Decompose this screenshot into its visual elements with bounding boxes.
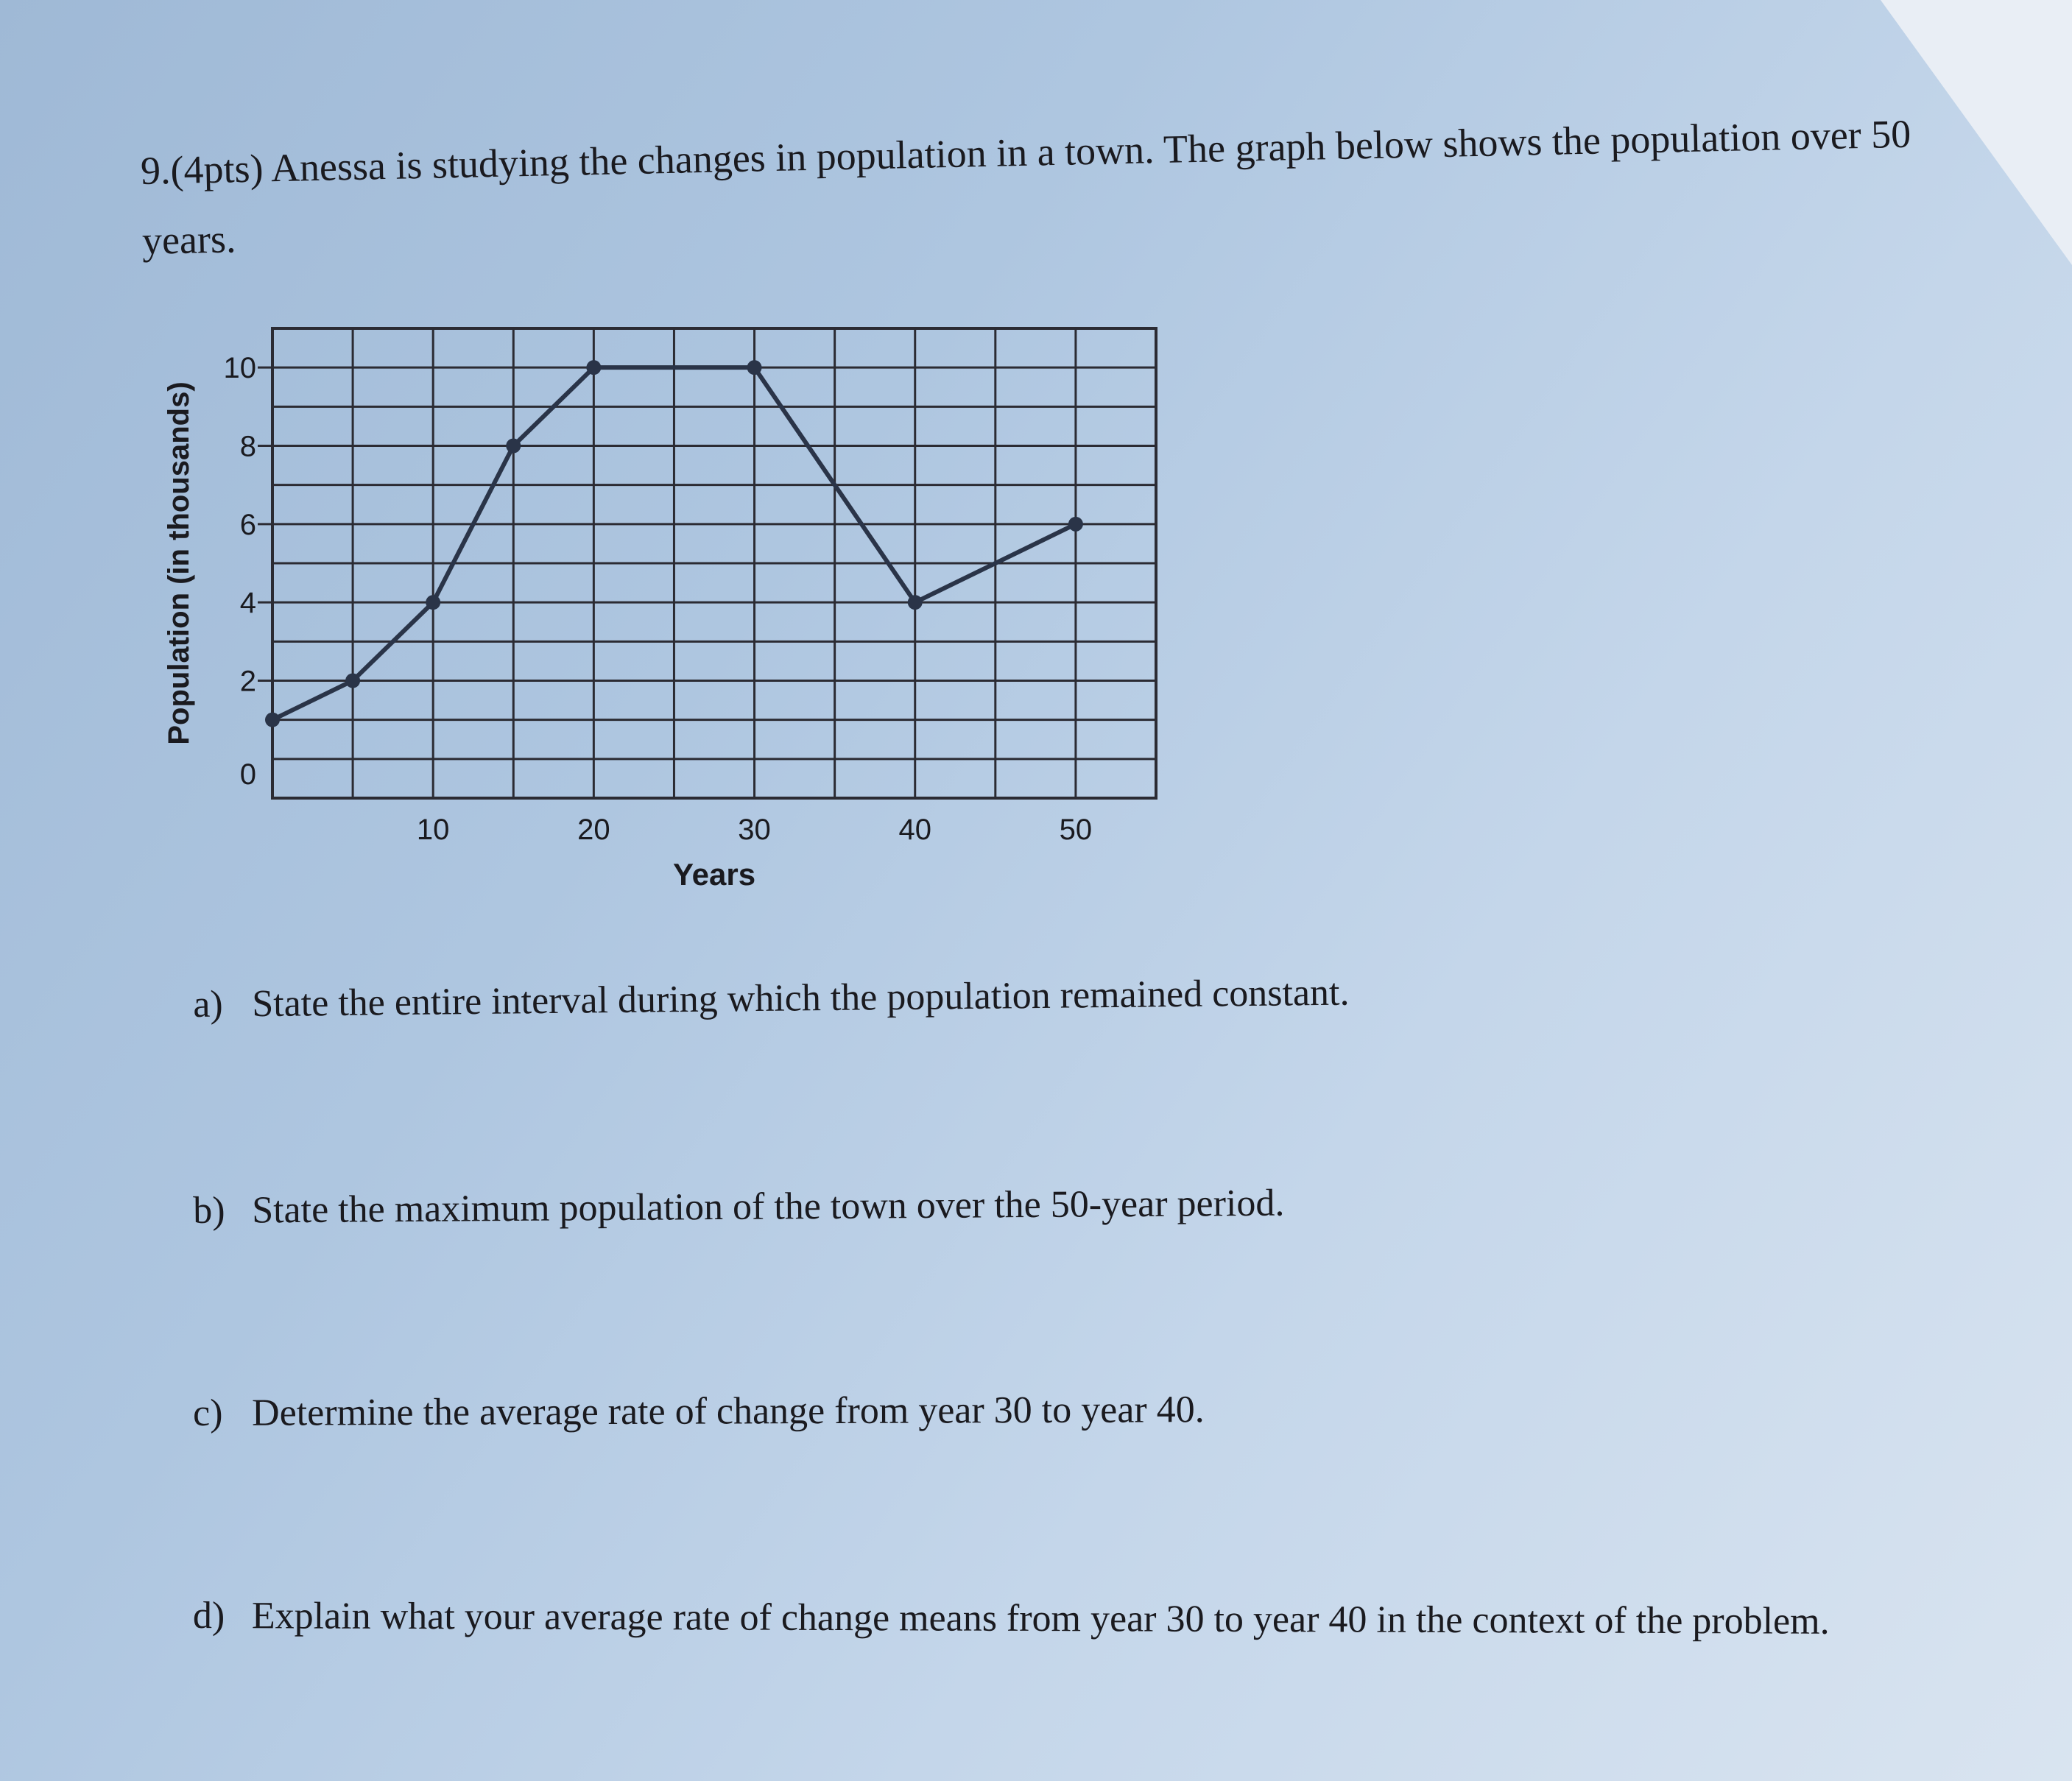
x-axis-label: Years [672,857,756,892]
data-point [265,713,280,727]
part-c-letter: c) [193,1392,223,1434]
part-a-text: State the entire interval during which the population remained constant. [252,971,1350,1026]
data-point [908,595,923,610]
part-b [193,1182,1285,1232]
data-point [506,439,521,454]
x-tick-label: 20 [577,814,610,846]
question-prompt [140,98,1968,275]
x-tick-label: 50 [1059,814,1093,846]
x-tick-label: 30 [738,814,771,846]
question-line-2: years. [141,216,237,263]
y-tick-label: 2 [239,665,256,698]
y-tick-label: 0 [239,758,256,791]
question-line-1: 9.(4pts) Anessa is studying the changes in population in a town. The graph below shows the population over 50 [140,111,1911,193]
part-d-letter: d) [192,1595,225,1637]
part-b-letter: b) [193,1189,225,1232]
y-tick-label: 8 [239,430,256,463]
chart-grid [272,328,1156,798]
data-point [1068,517,1083,532]
part-a-letter: a) [193,983,224,1026]
part-c [193,1388,1205,1435]
part-d-text: Explain what your average rate of change means from year 30 to year 40 in the context of the problem. [251,1595,1830,1643]
data-point [426,595,440,610]
data-point [747,360,762,375]
y-tick-label: 10 [223,352,256,385]
y-tick-label: 6 [239,508,256,541]
part-a [193,971,1350,1026]
x-tick-labels [417,814,1092,846]
part-d [193,1594,1830,1643]
y-axis-label: Population (in thousands) [163,381,195,745]
population-line-chart [162,324,1178,898]
part-c-text: Determine the average rate of change from year 30 to year 40. [252,1389,1205,1434]
x-tick-label: 10 [416,814,450,846]
x-tick-label: 40 [898,814,931,846]
part-b-text: State the maximum population of the town over the 50-year period. [252,1182,1285,1232]
data-point [586,360,601,375]
y-tick-labels [224,352,273,791]
data-point [345,674,360,688]
y-tick-label: 4 [239,587,256,620]
